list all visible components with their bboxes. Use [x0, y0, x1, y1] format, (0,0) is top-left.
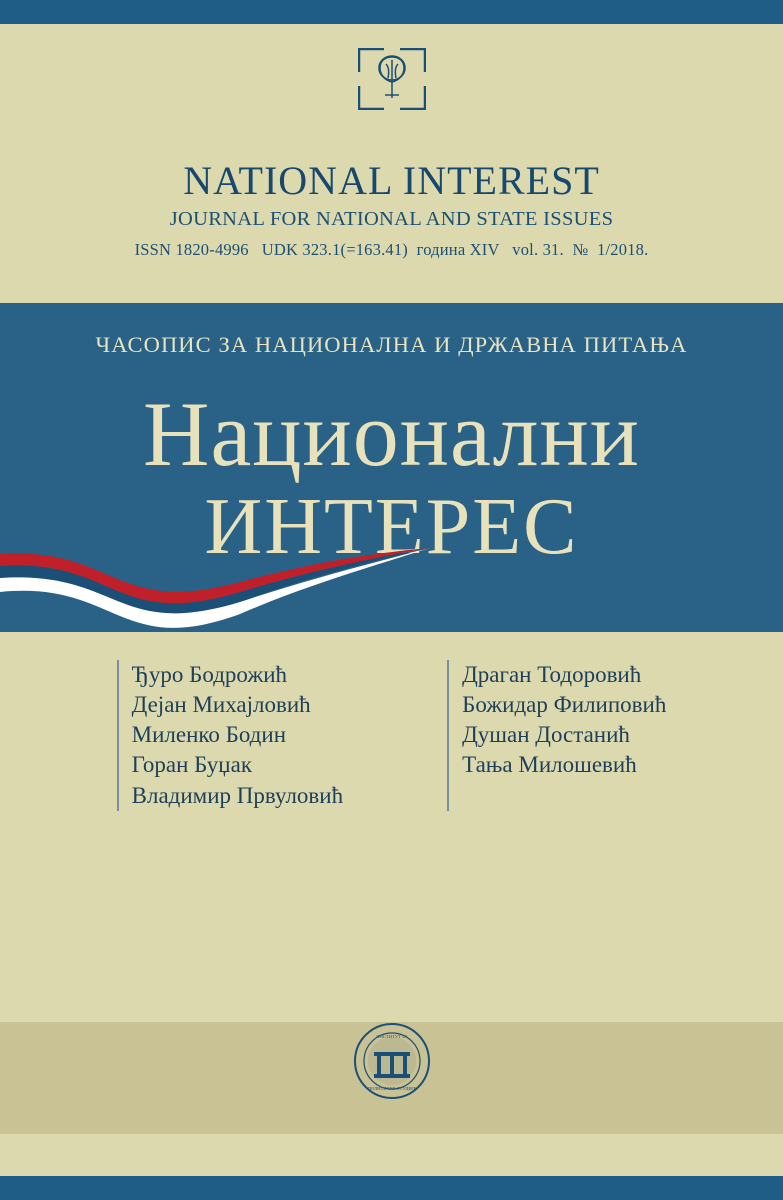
english-header: [0, 160, 783, 260]
svg-text:ИНСТИТУТ ЗА: ИНСТИТУТ ЗА: [375, 1034, 408, 1039]
serbian-kicker: ЧАСОПИС ЗА НАЦИОНАЛНА И ДРЖАВНА ПИТАЊА: [95, 332, 688, 357]
english-title: NATIONAL INTEREST: [183, 158, 600, 203]
svg-text:ПОЛИТИЧКЕ СТУДИЈЕ: ПОЛИТИЧКЕ СТУДИЈЕ: [367, 1086, 416, 1091]
english-subtitle: JOURNAL FOR NATIONAL AND STATE ISSUES: [169, 208, 614, 230]
authors-left-column: [117, 660, 343, 811]
serbian-title-line1: Национални: [143, 383, 640, 485]
author-name: Божидар Филиповић: [462, 692, 667, 718]
author-name: Миленко Бодин: [131, 722, 286, 748]
author-name: Дејан Михајловић: [131, 692, 311, 718]
bottom-cream-band: [0, 1134, 783, 1176]
bottom-blue-band: [0, 1176, 783, 1200]
serbian-title-line2: ИНТЕРЕС: [204, 483, 579, 571]
author-name: Горан Буџак: [131, 752, 252, 778]
author-name: Ђуро Бодрожић: [131, 662, 288, 687]
authors-right-column: [447, 660, 666, 811]
flag-ribbon-graphic: [0, 520, 430, 640]
author-name: Драган Тодоровић: [462, 662, 642, 687]
author-name: Владимир Првуловић: [131, 782, 344, 808]
tree-icon: [358, 48, 426, 110]
issn-line: ISSN 1820-4996 UDK 323.1(=163.41) година XIV vol. 31. № 1/2018.: [134, 240, 649, 259]
publisher-seal-icon: [353, 1022, 431, 1100]
top-blue-band: [0, 0, 783, 24]
authors-list: [0, 660, 783, 811]
author-name: Тања Милошевић: [462, 752, 637, 778]
author-name: Душан Достанић: [462, 722, 630, 748]
